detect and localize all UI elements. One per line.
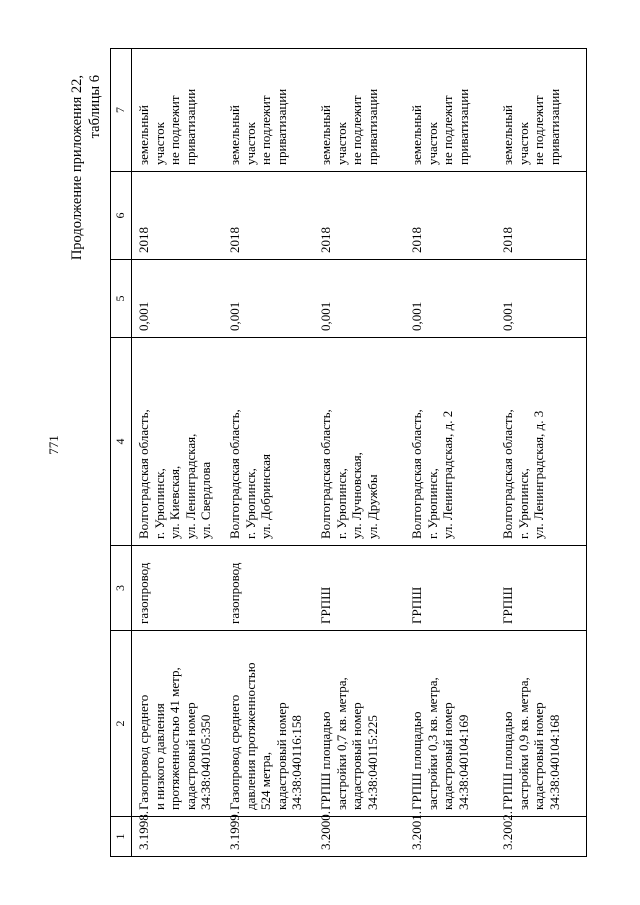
object-type: ГРПШ	[314, 546, 405, 631]
object-address: Волгоградская область, г. Урюпинск, ул. Киевская, ул. Ленинградская, ул. Свердлова	[132, 338, 224, 546]
object-area: 0,001	[223, 260, 314, 338]
object-name: Газопровод среднего давления протяженностью 524 метра, кадастровый номер 34:38:040116:158	[223, 631, 314, 817]
object-year: 2018	[405, 172, 496, 260]
object-type: ГРПШ	[496, 546, 587, 631]
column-header: 4	[111, 338, 132, 546]
object-note: земельный участок не подлежит приватизации	[496, 49, 587, 172]
object-name: ГРПШ площадью застройки 0,7 кв. метра, кадастровый номер 34:38:040115:225	[314, 631, 405, 817]
row-number: 3.1999.	[223, 817, 314, 857]
table-row	[223, 49, 314, 857]
object-type: газопровод	[132, 546, 224, 631]
page-number: 771	[46, 435, 61, 455]
object-year: 2018	[314, 172, 405, 260]
continuation-heading	[68, 75, 104, 260]
continuation-line-1: Продолжение приложения 22,	[69, 75, 85, 261]
column-header: 3	[111, 546, 132, 631]
column-number-row	[111, 49, 132, 857]
object-year: 2018	[223, 172, 314, 260]
object-note: земельный участок не подлежит приватизации	[223, 49, 314, 172]
object-area: 0,001	[496, 260, 587, 338]
row-number: 3.2000.	[314, 817, 405, 857]
table-row	[496, 49, 587, 857]
row-number: 3.2001.	[405, 817, 496, 857]
column-header: 7	[111, 49, 132, 172]
object-type: ГРПШ	[405, 546, 496, 631]
column-header: 2	[111, 631, 132, 817]
row-number: 3.1998.	[132, 817, 224, 857]
column-header: 6	[111, 172, 132, 260]
table-row	[314, 49, 405, 857]
object-address: Волгоградская область, г. Урюпинск, ул. Ленинградская, д. 2	[405, 338, 496, 546]
object-address: Волгоградская область, г. Урюпинск, ул. Ленинградская, д. 3	[496, 338, 587, 546]
table-row	[405, 49, 496, 857]
object-area: 0,001	[405, 260, 496, 338]
object-note: земельный участок не подлежит приватизации	[132, 49, 224, 172]
object-address: Волгоградская область, г. Урюпинск, ул. Лучновская, ул. Дружбы	[314, 338, 405, 546]
object-area: 0,001	[132, 260, 224, 338]
object-year: 2018	[496, 172, 587, 260]
column-header: 1	[111, 817, 132, 857]
object-name: ГРПШ площадью застройки 0,9 кв. метра, кадастровый номер 34:38:040104:168	[496, 631, 587, 817]
continuation-line-2: таблицы 6	[87, 75, 103, 139]
column-header: 5	[111, 260, 132, 338]
property-table	[110, 48, 587, 857]
object-name: Газопровод среднего и низкого давления протяженностью 41 метр, кадастровый номер 34:38:040105:350	[132, 631, 224, 817]
object-name: ГРПШ площадью застройки 0,3 кв. метра, кадастровый номер 34:38:040104:169	[405, 631, 496, 817]
object-address: Волгоградская область, г. Урюпинск, ул. Добринская	[223, 338, 314, 546]
object-note: земельный участок не подлежит приватизации	[405, 49, 496, 172]
object-type: газопровод	[223, 546, 314, 631]
table-row	[132, 49, 224, 857]
object-year: 2018	[132, 172, 224, 260]
object-note: земельный участок не подлежит приватизации	[314, 49, 405, 172]
row-number: 3.2002.	[496, 817, 587, 857]
object-area: 0,001	[314, 260, 405, 338]
